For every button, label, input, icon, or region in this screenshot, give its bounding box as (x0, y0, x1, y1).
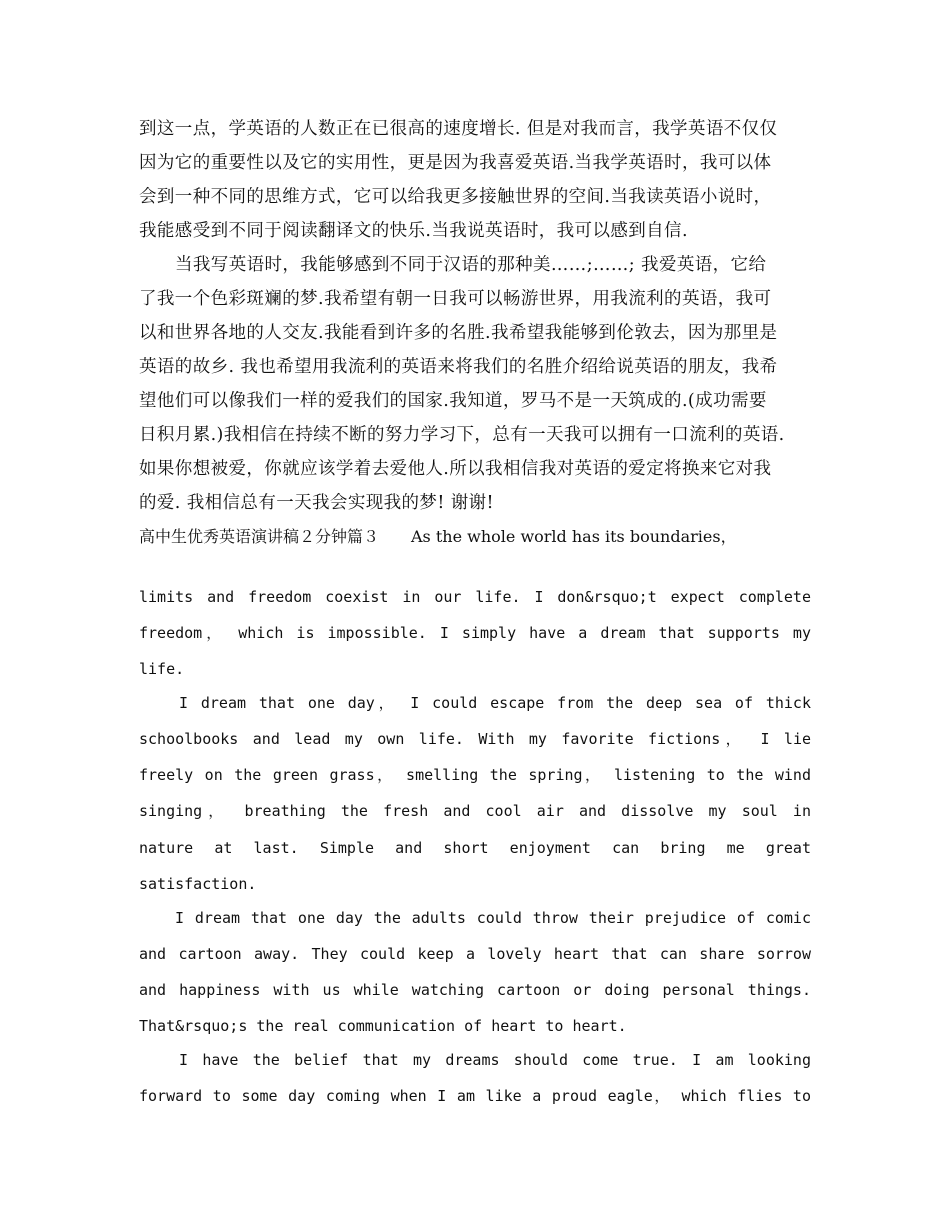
paragraph-line: I dream that one day， I could escape from the deep sea of thick (179, 694, 811, 712)
paragraph-line: That&rsquo;s the real communication of heart to heart. (139, 1017, 627, 1035)
paragraph-line: 的爱. 我相信总有一天我会实现我的梦! 谢谢! (139, 493, 494, 513)
paragraph-line: life. (139, 660, 185, 678)
paragraph-line: 到这一点，学英语的人数正在已很高的速度增长. 但是对我而言，我学英语不仅仅 (139, 119, 778, 139)
section-heading-line: 高中生优秀英语演讲稿２分钟篇３ As the whole world has its boundaries， (139, 527, 737, 546)
paragraph-line: 如果你想被爱，你就应该学着去爱他人.所以我相信我对英语的爱定将换来它对我 (139, 459, 772, 479)
paragraph-line: 望他们可以像我们一样的爱我们的国家.我知道，罗马不是一天筑成的.(成功需要 (139, 391, 767, 411)
paragraph-line: schoolbooks and lead my own life. With my favorite fictions， I lie (139, 730, 811, 748)
paragraph-line: I dream that one day the adults could throw their prejudice of comic (175, 909, 811, 927)
paragraph-line: and cartoon away. They could keep a lovely heart that can share sorrow (139, 945, 811, 963)
paragraph-line: forward to some day coming when I am like a proud eagle， which flies to (139, 1087, 811, 1105)
paragraph-line: and happiness with us while watching cartoon or doing personal things. (139, 981, 811, 999)
paragraph-line: 当我写英语时，我能够感到不同于汉语的那种美……;……; 我爱英语，它给 (175, 255, 767, 275)
paragraph-line: nature at last. Simple and short enjoyment can bring me great (139, 839, 811, 857)
paragraph-line: 以和世界各地的人交友.我能看到许多的名胜.我希望我能够到伦敦去，因为那里是 (139, 323, 778, 343)
paragraph-line: 因为它的重要性以及它的实用性，更是因为我喜爱英语.当我学英语时，我可以体 (139, 153, 772, 173)
paragraph-line: 英语的故乡. 我也希望用我流利的英语来将我们的名胜介绍给说英语的朋友，我希 (139, 357, 778, 377)
paragraph-line: satisfaction. (139, 875, 257, 893)
paragraph-line: I have the belief that my dreams should come true. I am looking (179, 1051, 811, 1069)
paragraph-line: freedom， which is impossible. I simply have a dream that supports my (139, 624, 811, 642)
paragraph-line: 日积月累.)我相信在持续不断的努力学习下，总有一天我可以拥有一口流利的英语. (139, 425, 785, 445)
paragraph-line: 会到一种不同的思维方式，它可以给我更多接触世界的空间.当我读英语小说时， (139, 187, 772, 207)
paragraph-line: 我能感受到不同于阅读翻译文的快乐.当我说英语时，我可以感到自信. (139, 221, 688, 241)
paragraph-line: 了我一个色彩斑斓的梦.我希望有朝一日我可以畅游世界，用我流利的英语，我可 (139, 289, 772, 309)
paragraph-line: freely on the green grass， smelling the spring， listening to the wind (139, 766, 811, 784)
paragraph-line: singing， breathing the fresh and cool air and dissolve my soul in (139, 802, 811, 820)
paragraph-line: limits and freedom coexist in our life. I don&rsquo;t expect complete (139, 588, 811, 606)
